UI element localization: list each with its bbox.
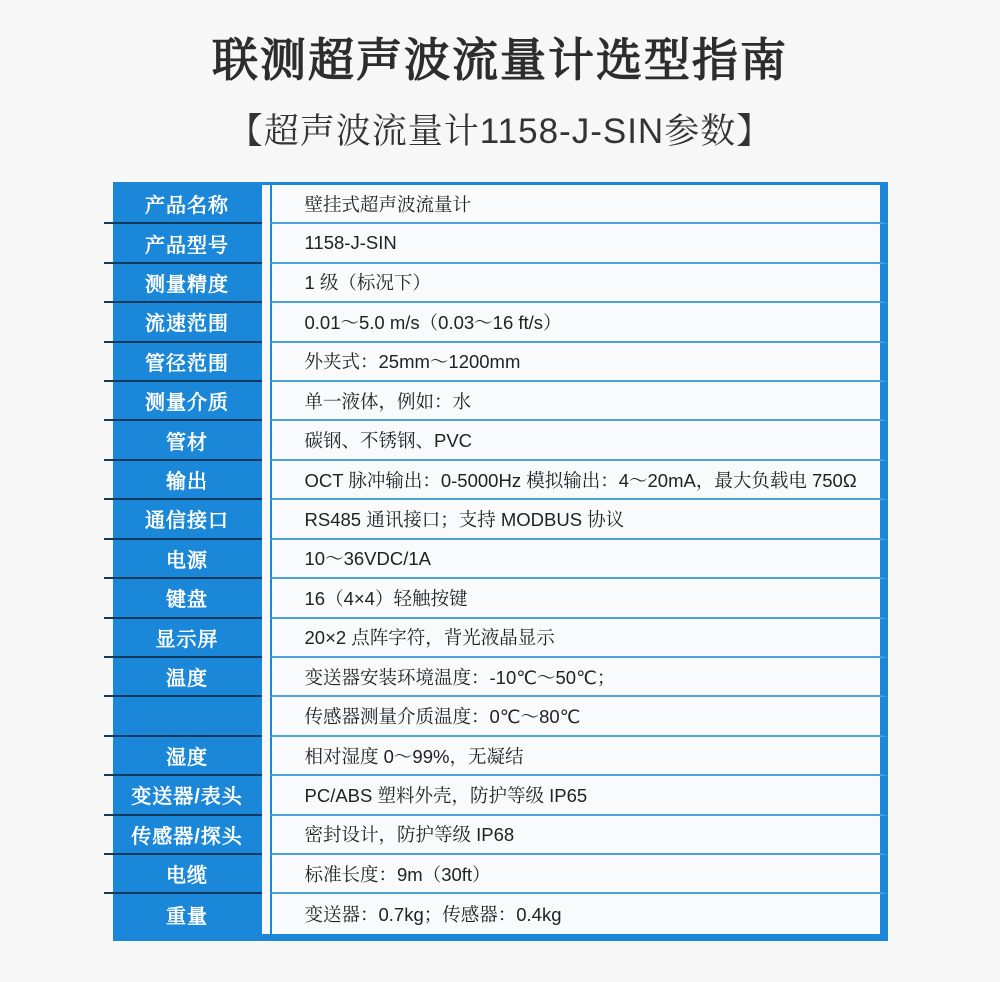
spec-row [113, 343, 888, 382]
column-gap [262, 343, 270, 382]
spec-label-cell: 显示屏 [113, 619, 262, 656]
spec-row [113, 382, 888, 421]
spec-row [113, 500, 888, 539]
spec-row [113, 264, 888, 303]
spec-label-wrap [104, 224, 262, 263]
spec-value-cell: 10～36VDC/1A [270, 540, 888, 579]
spec-row [113, 224, 888, 263]
spec-value-cell: 16（4×4）轻触按键 [270, 579, 888, 618]
spec-label-cell: 输出 [113, 461, 262, 498]
spec-label-wrap [104, 619, 262, 658]
spec-row [113, 855, 888, 894]
column-gap [262, 697, 270, 736]
spec-label-cell: 通信接口 [113, 500, 262, 537]
spec-label-cell: 传感器/探头 [113, 816, 262, 853]
spec-row [113, 185, 888, 224]
spec-table [113, 182, 888, 941]
spec-row [113, 737, 888, 776]
column-gap [262, 658, 270, 697]
spec-label-cell: 流速范围 [113, 303, 262, 340]
spec-label-wrap [104, 500, 262, 539]
spec-row [113, 697, 888, 736]
spec-row [113, 421, 888, 460]
spec-label-cell: 温度 [113, 658, 262, 695]
column-gap [262, 461, 270, 500]
column-gap [262, 500, 270, 539]
column-gap [262, 421, 270, 460]
column-gap [262, 303, 270, 342]
column-gap [262, 816, 270, 855]
spec-value-cell: 变送器：0.7kg；传感器：0.4kg [270, 894, 888, 933]
column-gap [262, 540, 270, 579]
spec-row [113, 619, 888, 658]
spec-label-wrap [104, 658, 262, 697]
spec-label-cell: 变送器/表头 [113, 776, 262, 813]
spec-label-wrap [104, 697, 262, 736]
spec-label-cell: 电缆 [113, 855, 262, 892]
spec-row [113, 303, 888, 342]
spec-value-cell: OCT 脉冲输出：0-5000Hz 模拟输出：4～20mA，最大负载电 750Ω [270, 461, 888, 500]
spec-value-cell: 壁挂式超声波流量计 [270, 185, 888, 224]
spec-label-cell: 湿度 [113, 737, 262, 774]
spec-label-cell: 产品型号 [113, 224, 262, 261]
spec-label-wrap [104, 461, 262, 500]
page-title: 联测超声波流量计选型指南 [212, 34, 788, 86]
spec-label-cell [113, 697, 262, 734]
column-gap [262, 737, 270, 776]
spec-label-cell: 测量精度 [113, 264, 262, 301]
column-gap [262, 224, 270, 263]
spec-label-wrap [104, 855, 262, 894]
spec-value-cell: 密封设计，防护等级 IP68 [270, 816, 888, 855]
spec-label-wrap [104, 816, 262, 855]
spec-value-cell: PC/ABS 塑料外壳，防护等级 IP65 [270, 776, 888, 815]
spec-label-wrap [104, 776, 262, 815]
page-subtitle: 【超声波流量计1158-J-SIN参数】 [227, 111, 773, 151]
spec-row [113, 579, 888, 618]
spec-label-wrap [104, 737, 262, 776]
spec-value-cell: 单一液体，例如：水 [270, 382, 888, 421]
spec-value-cell: 20×2 点阵字符，背光液晶显示 [270, 619, 888, 658]
column-gap [262, 894, 270, 933]
spec-label-wrap [104, 579, 262, 618]
spec-label-cell: 测量介质 [113, 382, 262, 419]
spec-value-cell: 碳钢、不锈钢、PVC [270, 421, 888, 460]
spec-row [113, 540, 888, 579]
spec-label-wrap [104, 264, 262, 303]
column-gap [262, 776, 270, 815]
column-gap [262, 619, 270, 658]
spec-label-wrap [104, 421, 262, 460]
column-gap [262, 855, 270, 894]
spec-label-wrap [104, 540, 262, 579]
spec-value-cell: RS485 通讯接口；支持 MODBUS 协议 [270, 500, 888, 539]
column-gap [262, 579, 270, 618]
spec-label-cell: 电源 [113, 540, 262, 577]
spec-label-cell: 键盘 [113, 579, 262, 616]
spec-row [113, 658, 888, 697]
spec-value-cell: 标准长度：9m（30ft） [270, 855, 888, 894]
spec-label-wrap [104, 185, 262, 224]
spec-label-cell: 重量 [113, 894, 262, 933]
column-gap [262, 382, 270, 421]
column-gap [262, 185, 270, 224]
spec-label-wrap [104, 894, 262, 933]
spec-value-cell: 1 级（标况下） [270, 264, 888, 303]
spec-label-wrap [104, 343, 262, 382]
spec-row [113, 894, 888, 933]
spec-value-cell: 传感器测量介质温度：0℃～80℃ [270, 697, 888, 736]
spec-value-cell: 外夹式：25mm～1200mm [270, 343, 888, 382]
spec-value-cell: 1158-J-SIN [270, 224, 888, 263]
spec-value-cell: 0.01～5.0 m/s（0.03～16 ft/s） [270, 303, 888, 342]
spec-label-cell: 管材 [113, 421, 262, 458]
spec-row [113, 461, 888, 500]
spec-label-cell: 产品名称 [113, 185, 262, 222]
column-gap [262, 264, 270, 303]
spec-value-cell: 变送器安装环境温度：-10℃～50℃； [270, 658, 888, 697]
spec-label-cell: 管径范围 [113, 343, 262, 380]
spec-row [113, 776, 888, 815]
spec-value-cell: 相对湿度 0～99%，无凝结 [270, 737, 888, 776]
spec-label-wrap [104, 382, 262, 421]
spec-row [113, 816, 888, 855]
spec-label-wrap [104, 303, 262, 342]
